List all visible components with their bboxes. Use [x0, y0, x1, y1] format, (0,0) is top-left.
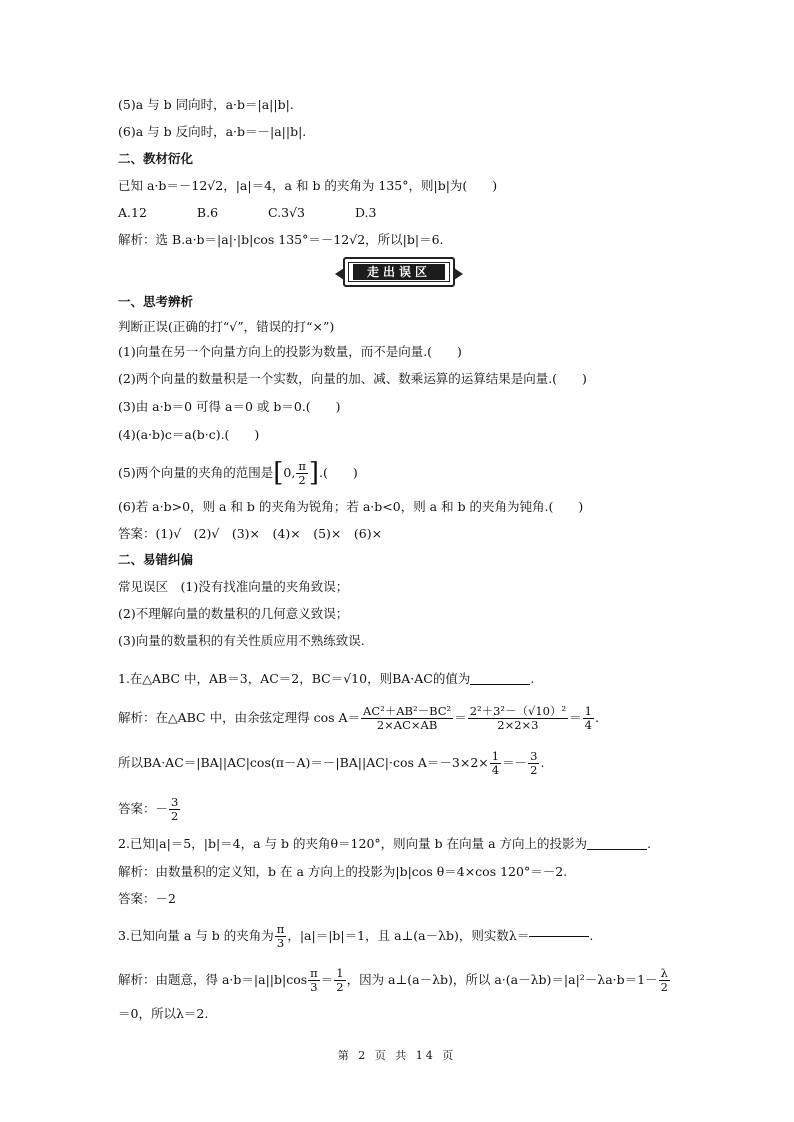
fraction [308, 967, 320, 992]
fraction-den: 2 [336, 979, 344, 994]
question-text-part: ，|a|＝|b|＝1，且 a⊥(a－λb)，则实数λ＝ [287, 927, 530, 943]
solution-text [118, 745, 544, 781]
fraction-num: π [298, 459, 306, 474]
fraction-den: 2 [298, 472, 306, 487]
question-text-part: . [589, 927, 594, 943]
fraction-den: 2×AC×AB [376, 717, 438, 732]
fraction-num: 1 [491, 749, 500, 764]
judge-item: (1)向量在另一个向量方向上的投影为数量，而不是向量.( ) [118, 344, 462, 359]
answer-line: 答案：(1)√ (2)√ (3)× (4)× (5)× (6)× [118, 526, 383, 541]
fraction [583, 705, 594, 730]
question-text-part: 2.已知|a|＝5，|b|＝4，a 与 b 的夹角θ＝120°，则向量 b 在向量 a 方向上的投影为 [118, 836, 587, 851]
solution-text-part: 解析：由题意，得 a·b＝|a||b|cos [118, 971, 308, 987]
question-text-part: . [647, 836, 651, 851]
judge-item-text: (5)两个向量的夹角的范围是 [118, 464, 274, 480]
section-heading: 二、教材衍化 [118, 151, 194, 166]
text-line: (5)a 与 b 同向时，a·b＝|a||b|. [118, 97, 294, 112]
fraction-num: π [276, 922, 285, 937]
question-text [118, 838, 651, 851]
answer-text: 答案：－ [118, 800, 169, 816]
fraction-num: 3 [171, 795, 179, 810]
judge-item-text: .( ) [319, 464, 358, 480]
solution-text-part: ＝ [320, 971, 334, 987]
solution-text: 解析：由数量积的定义知，b 在 a 方向上的投影为|b|cos θ＝4×cos 120°＝－2. [118, 864, 568, 879]
fraction [169, 796, 180, 821]
solution-text-part: . [540, 754, 545, 770]
fraction-den: 2×2×3 [497, 717, 539, 732]
text-line: 判断正误(正确的打“√”，错误的打“×”) [118, 319, 335, 334]
solution-text-part: ，因为 a⊥(a－λb)，所以 a·(a－λb)＝|a|²－λa·b＝1－ [346, 971, 658, 987]
banner-left-ornament [335, 268, 344, 280]
fraction-den: 2 [171, 808, 179, 823]
text-line: (6)a 与 b 反向时，a·b＝－|a||b|. [118, 124, 307, 139]
fraction-num: 1 [336, 966, 344, 981]
fraction-den: 4 [491, 762, 500, 777]
question-text [118, 918, 593, 954]
fraction [468, 705, 568, 730]
interval-left: 0, [283, 464, 296, 480]
fraction [361, 705, 453, 730]
fraction-num: 1 [584, 704, 592, 719]
fraction [659, 967, 670, 992]
fraction-den: 2 [660, 979, 668, 994]
solution-text [118, 962, 671, 998]
fraction [275, 923, 287, 948]
judge-item: (2)两个向量的数量积是一个实数，向量的加、减、数乘运算的运算结果是向量.( ) [118, 371, 587, 386]
judge-item [118, 455, 358, 491]
answer-blank [587, 848, 647, 850]
answer-line [118, 791, 181, 827]
solution-text-part: 所以BA·AC＝|BA||AC|cos(π－A)＝－|BA||AC|·cos A＝－3×2× [118, 754, 489, 770]
solution-text-part: . [594, 709, 599, 725]
solution-text-part: ＝－ [502, 754, 528, 770]
banner-right-ornament [454, 268, 463, 280]
answer-blank [470, 683, 530, 685]
text-line: 常见误区 (1)没有找准向量的夹角致误； [118, 579, 349, 594]
question-text [118, 673, 534, 686]
answer-blank [529, 935, 589, 937]
judge-item: (4)(a·b)c＝a(b·c).( ) [118, 427, 260, 442]
question-text-part: . [530, 671, 535, 686]
question-text-part: 3.已知向量 a 与 b 的夹角为 [118, 927, 274, 943]
fraction [528, 750, 539, 775]
fraction-num: 3 [530, 749, 538, 764]
fraction-den: 2 [530, 762, 538, 777]
section-heading: 一、思考辨析 [118, 294, 194, 309]
fraction [334, 967, 345, 992]
fraction-num: λ [659, 967, 670, 980]
question-text: 已知 a·b＝－12√2，|a|＝4，a 和 b 的夹角为 135°，则|b|为( ) [118, 178, 498, 193]
text-line: (2)不理解向量的数量积的几何意义致误； [118, 606, 349, 621]
text-line: (3)向量的数量积的有关性质应用不熟练致误. [118, 633, 365, 648]
fraction-num: AC²＋AB²－BC² [363, 704, 452, 719]
banner-label: 走出误区 [353, 264, 445, 280]
solution-text-part: 解析：在△ABC 中，由余弦定理得 cos A＝ [118, 709, 361, 725]
solution-text-part: ＝ [454, 709, 467, 725]
fraction-den: 3 [276, 935, 285, 950]
question-text-part: 1.在△ABC 中，AB＝3，AC＝2，BC＝√10，则BA·AC的值为 [118, 671, 471, 686]
answer-line: 答案：－2 [118, 891, 176, 906]
solution-text [118, 700, 599, 736]
solution-text: ＝0，所以λ＝2. [118, 1006, 209, 1021]
solution-text: 解析：选 B.a·b＝|a|·|b|cos 135°＝－12√2，所以|b|＝6. [118, 232, 444, 247]
fraction-den: 3 [310, 979, 318, 994]
fraction-num: 2²＋3²－（√10）² [469, 704, 567, 719]
judge-item: (3)由 a·b＝0 可得 a＝0 或 b＝0.( ) [118, 399, 341, 414]
options-line: A.12 B.6 C.3√3 D.3 [118, 205, 377, 220]
solution-text-part: ＝ [569, 709, 582, 725]
fraction [490, 750, 501, 775]
section-heading: 二、易错纠偏 [118, 552, 194, 567]
fraction-den: 4 [584, 717, 592, 732]
fraction-num: π [310, 966, 318, 981]
section-banner [343, 257, 455, 287]
page-footer: 第 2 页 共 14 页 [337, 1049, 457, 1062]
judge-item: (6)若 a·b>0，则 a 和 b 的夹角为锐角；若 a·b<0，则 a 和 b 的夹角为钝角.( ) [118, 499, 584, 514]
interval-bracket: ] [308, 458, 320, 488]
fraction [296, 460, 308, 485]
interval-bracket: [ [273, 458, 284, 488]
